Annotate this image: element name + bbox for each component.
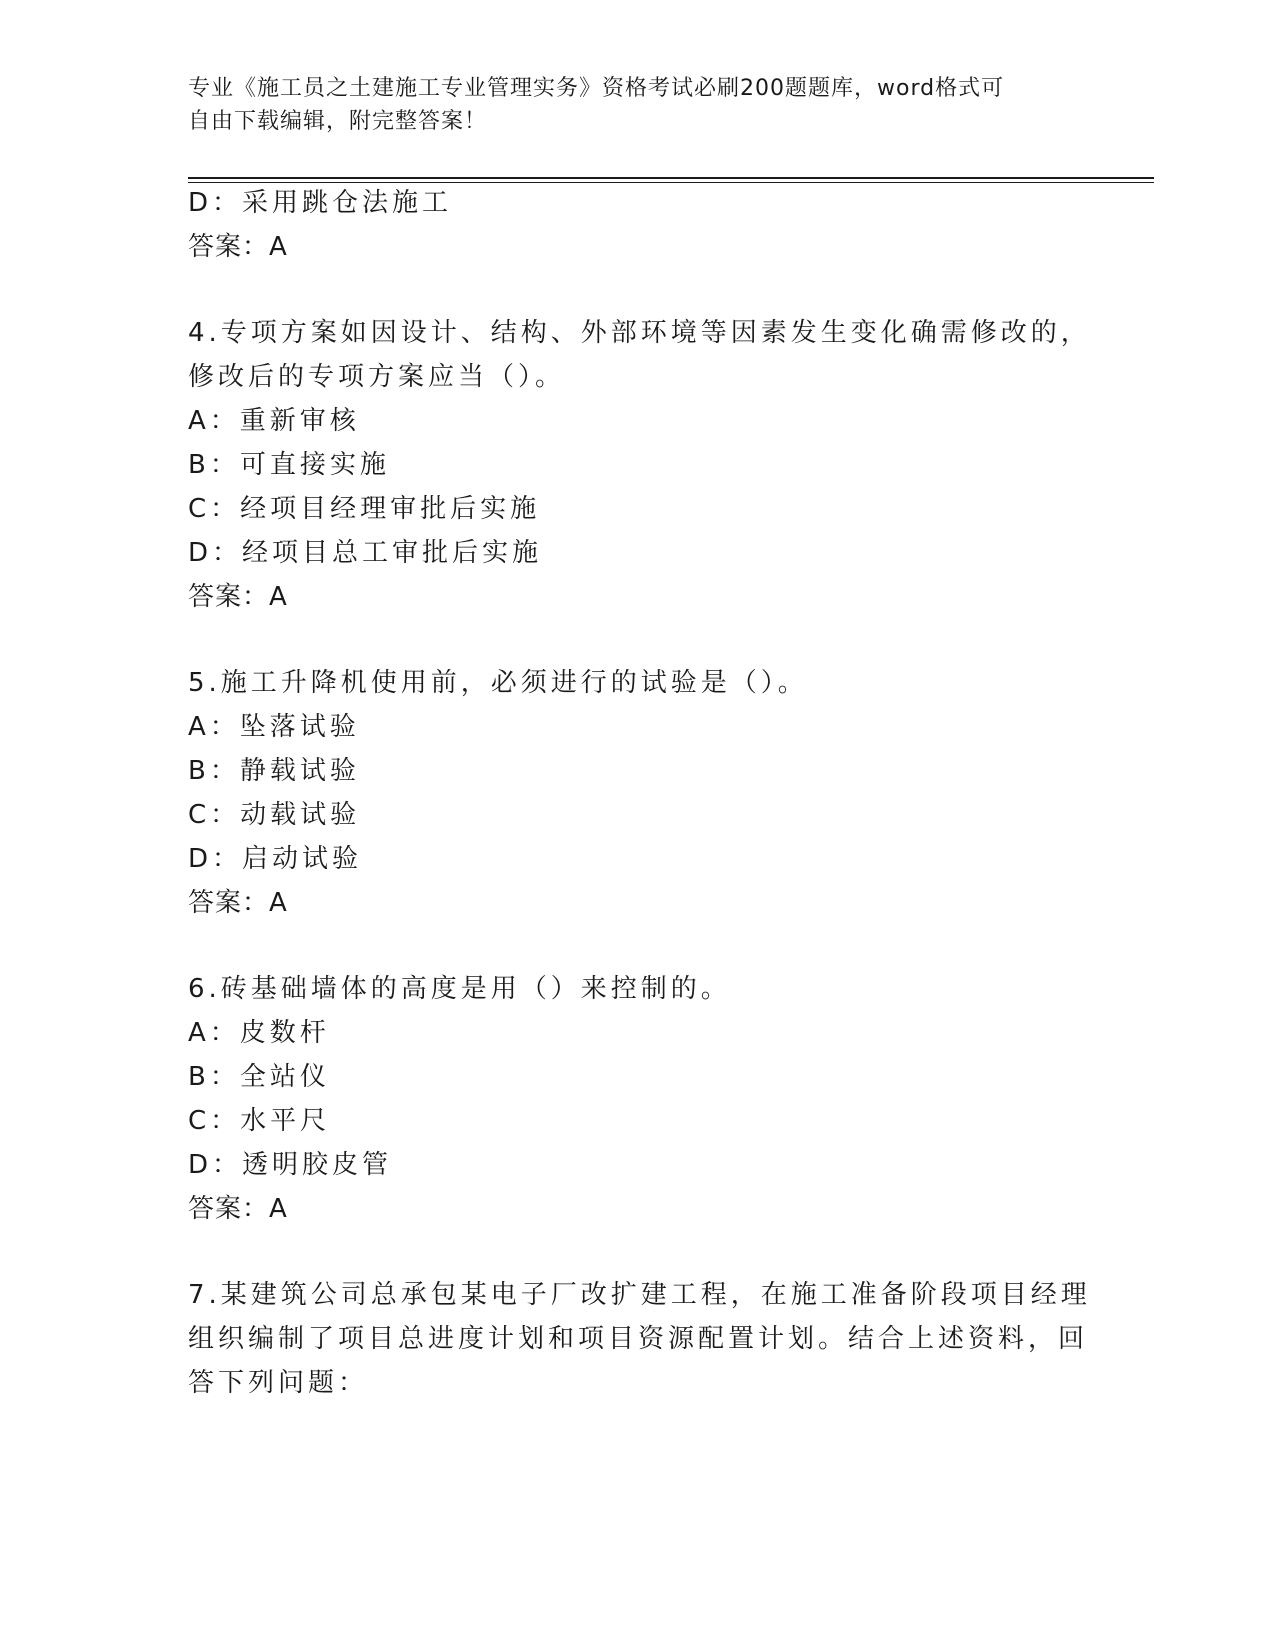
q6-option-d: D：透明胶皮管	[188, 1150, 393, 1180]
q6-answer: 答案：A	[188, 1194, 288, 1224]
q4-stem-line-2: 修改后的专项方案应当（）。	[188, 362, 566, 392]
q4-answer: 答案：A	[188, 582, 288, 612]
page-header	[188, 72, 1088, 138]
q7-stem-line-2: 组织编制了项目总进度计划和项目资源配置计划。结合上述资料，回	[188, 1324, 1089, 1354]
q4-option-c: C：经项目经理审批后实施	[188, 494, 541, 524]
q6-option-a: A：皮数杆	[188, 1018, 330, 1048]
q5-answer: 答案：A	[188, 888, 288, 918]
q7-stem-line-3: 答下列问题：	[188, 1368, 369, 1398]
q4-option-b: B：可直接实施	[188, 450, 390, 480]
header-line-1: 专业《施工员之土建施工专业管理实务》资格考试必刷200题题库，word格式可	[188, 76, 1005, 101]
header-divider	[188, 177, 1154, 183]
q4-option-d: D：经项目总工审批后实施	[188, 538, 543, 568]
q5-option-d: D：启动试验	[188, 844, 363, 874]
q4-option-a: A：重新审核	[188, 406, 360, 436]
q6-stem-line-1: 6.砖基础墙体的高度是用（）来控制的。	[188, 974, 731, 1004]
q6-option-c: C：水平尺	[188, 1106, 331, 1136]
q5-option-b: B：静载试验	[188, 756, 360, 786]
q5-option-c: C：动载试验	[188, 800, 361, 830]
q6-option-b: B：全站仪	[188, 1062, 330, 1092]
header-line-2: 自由下载编辑，附完整答案！	[188, 109, 488, 134]
q5-option-a: A：坠落试验	[188, 712, 360, 742]
q3-answer: 答案：A	[188, 232, 288, 262]
q7-stem-line-1: 7.某建筑公司总承包某电子厂改扩建工程，在施工准备阶段项目经理	[188, 1280, 1091, 1310]
q4-stem-line-1: 4.专项方案如因设计、结构、外部环境等因素发生变化确需修改的，	[188, 318, 1091, 348]
q5-stem-line-1: 5.施工升降机使用前，必须进行的试验是（）。	[188, 668, 808, 698]
q3-option-d: D：采用跳仓法施工	[188, 188, 453, 218]
